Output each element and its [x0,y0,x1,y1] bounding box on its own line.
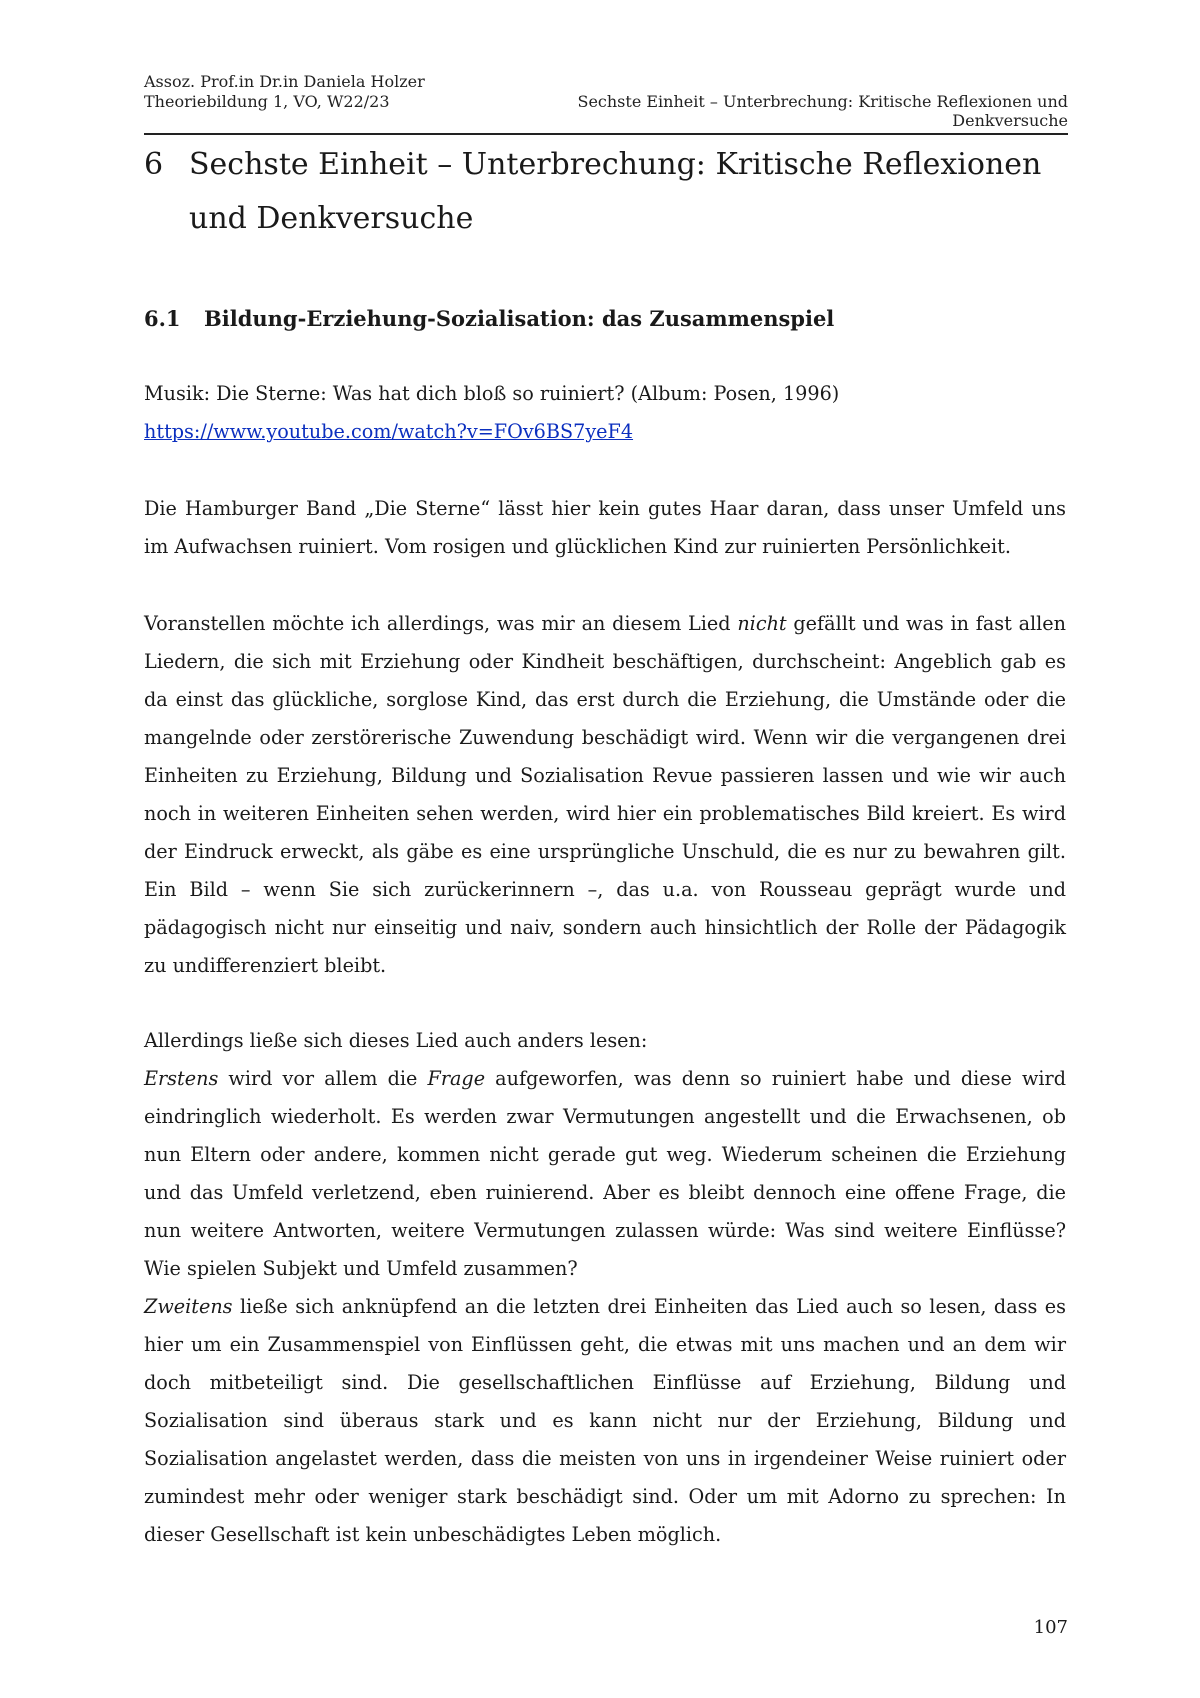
section-title: Bildung-Erziehung-Sozialisation: das Zusammenspiel [204,306,835,331]
emphasis-zweitens: Zweitens [144,1295,233,1318]
header-running-title-line1: Sechste Einheit – Unterbrechung: Kritische Reflexionen und [577,92,1068,111]
section-heading [144,306,834,331]
emphasis-frage: Frage [427,1067,486,1090]
header-course: Theoriebildung 1, VO, W22/23 [144,92,390,111]
emphasis-erstens: Erstens [144,1067,219,1090]
paragraph-erstens: Erstens wird vor allem die Frage aufgeworfen, was denn so ruiniert habe und diese wird eindringlich wiederholt. Es werden zwar Vermutungen angestellt und die Erwachsenen, ob nun Eltern oder andere, kommen nicht gerade gut weg. Wiederum scheinen die Erziehung und das Umfeld verletzend, eben ruinierend. Aber es bleibt dennoch eine offene Frage, die nun weitere Antworten, weitere Vermutungen zulassen würde: Was sind weitere Einflüsse? Wie spielen Subjekt und Umfeld zusammen? [144,1067,1066,1280]
paragraph-zweitens: Zweitens ließe sich anknüpfend an die letzten drei Einheiten das Lied auch so lesen, dass es hier um ein Zusammenspiel von Einflüssen geht, die etwas mit uns machen und an dem wir doch mitbeteiligt sind. Die gesellschaftlichen Einflüsse auf Erziehung, Bildung und Sozialisation sind überaus stark und es kann nicht nur der Erziehung, Bildung und Sozialisation angelastet werden, dass die meisten von uns in irgendeiner Weise ruiniert oder zumindest mehr oder weniger stark beschädigt sind. Oder um mit Adorno zu sprechen: In dieser Gesellschaft ist kein unbeschädigtes Leben möglich. [144,1295,1066,1546]
header-running-title-line2: Denkversuche [952,111,1068,130]
chapter-number: 6 [144,147,164,182]
chapter-heading [144,138,1074,246]
emphasis-nicht: nicht [737,612,787,635]
paragraph-band-text: Die Hamburger Band „Die Sterne“ lässt hier kein gutes Haar daran, dass unser Umfeld uns im Aufwachsen ruiniert. Vom rosigen und glücklichen Kind zur ruinierten Persönlichkeit. [144,497,1066,558]
paragraph-voranstellen-b: gefällt und was in fast allen Liedern, die sich mit Erziehung oder Kindheit beschäftigen, durchscheint: Angeblich gab es da einst das glückliche, sorglose Kind, das erst durch die Erziehung, die Umstände oder die mangelnde oder zerstörerische Zuwendung beschädigt wird. Wenn wir die vergangenen drei Einheiten zu Erziehung, Bildung und Sozialisation Revue passieren lassen und wie wir auch noch in weiteren Einheiten sehen werden, wird hier ein problematisches Bild kreiert. Es wird der Eindruck erweckt, als gäbe es eine ursprüngliche Unschuld, die es nur zu bewahren gilt. Ein Bild – wenn Sie sich zurückerinnern –, das u.a. von Rousseau geprägt wurde und pädagogisch nicht nur einseitig und naiv, sondern auch hinsichtlich der Rolle der Pädagogik zu undifferenziert bleibt. [144,612,1066,977]
header-running-title [468,92,1068,130]
section-number: 6.1 [144,306,181,331]
page-number: 107 [1033,1617,1068,1638]
paragraph-allerdings [144,1022,1066,1554]
paragraph-allerdings-intro: Allerdings ließe sich dieses Lied auch anders lesen: [144,1029,648,1052]
header-divider [144,133,1068,135]
youtube-link[interactable]: https://www.youtube.com/watch?v=FOv6BS7yeF4 [144,420,634,443]
paragraph-voranstellen [144,605,1066,985]
header-author: Assoz. Prof.in Dr.in Daniela Holzer [144,72,425,91]
chapter-title: Sechste Einheit – Unterbrechung: Kritische Reflexionen und Denkversuche [189,147,1042,236]
paragraph-voranstellen-a: Voranstellen möchte ich allerdings, was mir an diesem Lied [144,612,738,635]
music-reference [144,375,1066,451]
music-text: Musik: Die Sterne: Was hat dich bloß so ruiniert? (Album: Posen, 1996) [144,382,840,405]
header-left [144,72,425,112]
paragraph-band [144,490,1066,566]
